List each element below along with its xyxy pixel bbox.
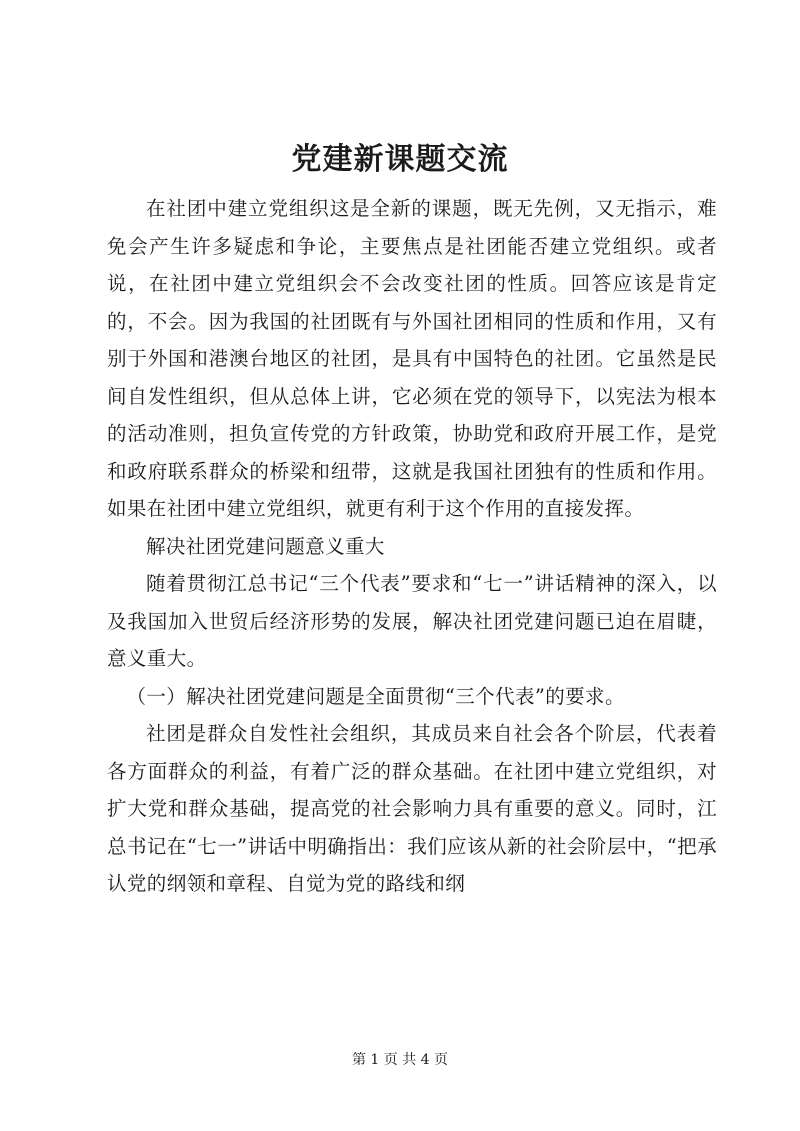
page-footer: 第 1 页 共 4 页: [351, 1052, 449, 1068]
paragraph-intro: 在社团中建立党组织这是全新的课题，既无先例，又无指示，难免会产生许多疑虑和争论，主要焦点是社团能否建立党组织。或者说，在社团中建立党组织会不会改变社团的性质。回答应该是肯定的，不会。因为我国的社团既有与外国社团相同的性质和作用，又有别于外国和港澳台地区的社团，是具有中国特色的社团。它虽然是民间自发性组织，但从总体上讲，它必须在党的领导下，以宪法为根本的活动准则，担负宣传党的方针政策，协助党和政府开展工作，是党和政府联系群众的桥梁和纽带，这就是我国社团独有的性质和作用。如果在社团中建立党组织，就更有利于这个作用的直接发挥。: [107, 197, 717, 520]
subsection-heading-1: （一）解决社团党建问题是全面贯彻“三个代表”的要求。: [126, 684, 625, 708]
page-title: 党建新课题交流: [291, 142, 509, 177]
paragraph-significance: 随着贯彻江总书记“三个代表”要求和“七一”讲话精神的深入，以及我国加入世贸后经济形势的发展，解决社团党建问题已迫在眉睫，意义重大。: [107, 572, 717, 670]
section-heading: 解决社团党建问题意义重大: [146, 534, 385, 558]
document-body: [107, 190, 717, 903]
paragraph-social-groups: 社团是群众自发性社会组织，其成员来自社会各个阶层，代表着各方面群众的利益，有着广泛的群众基础。在社团中建立党组织，对扩大党和群众基础，提高党的社会影响力具有重要的意义。同时，江总书记在“七一”讲话中明确指出：我们应该从新的社会阶层中，“把承认党的纲领和章程、自觉为党的路线和纲: [107, 722, 717, 895]
